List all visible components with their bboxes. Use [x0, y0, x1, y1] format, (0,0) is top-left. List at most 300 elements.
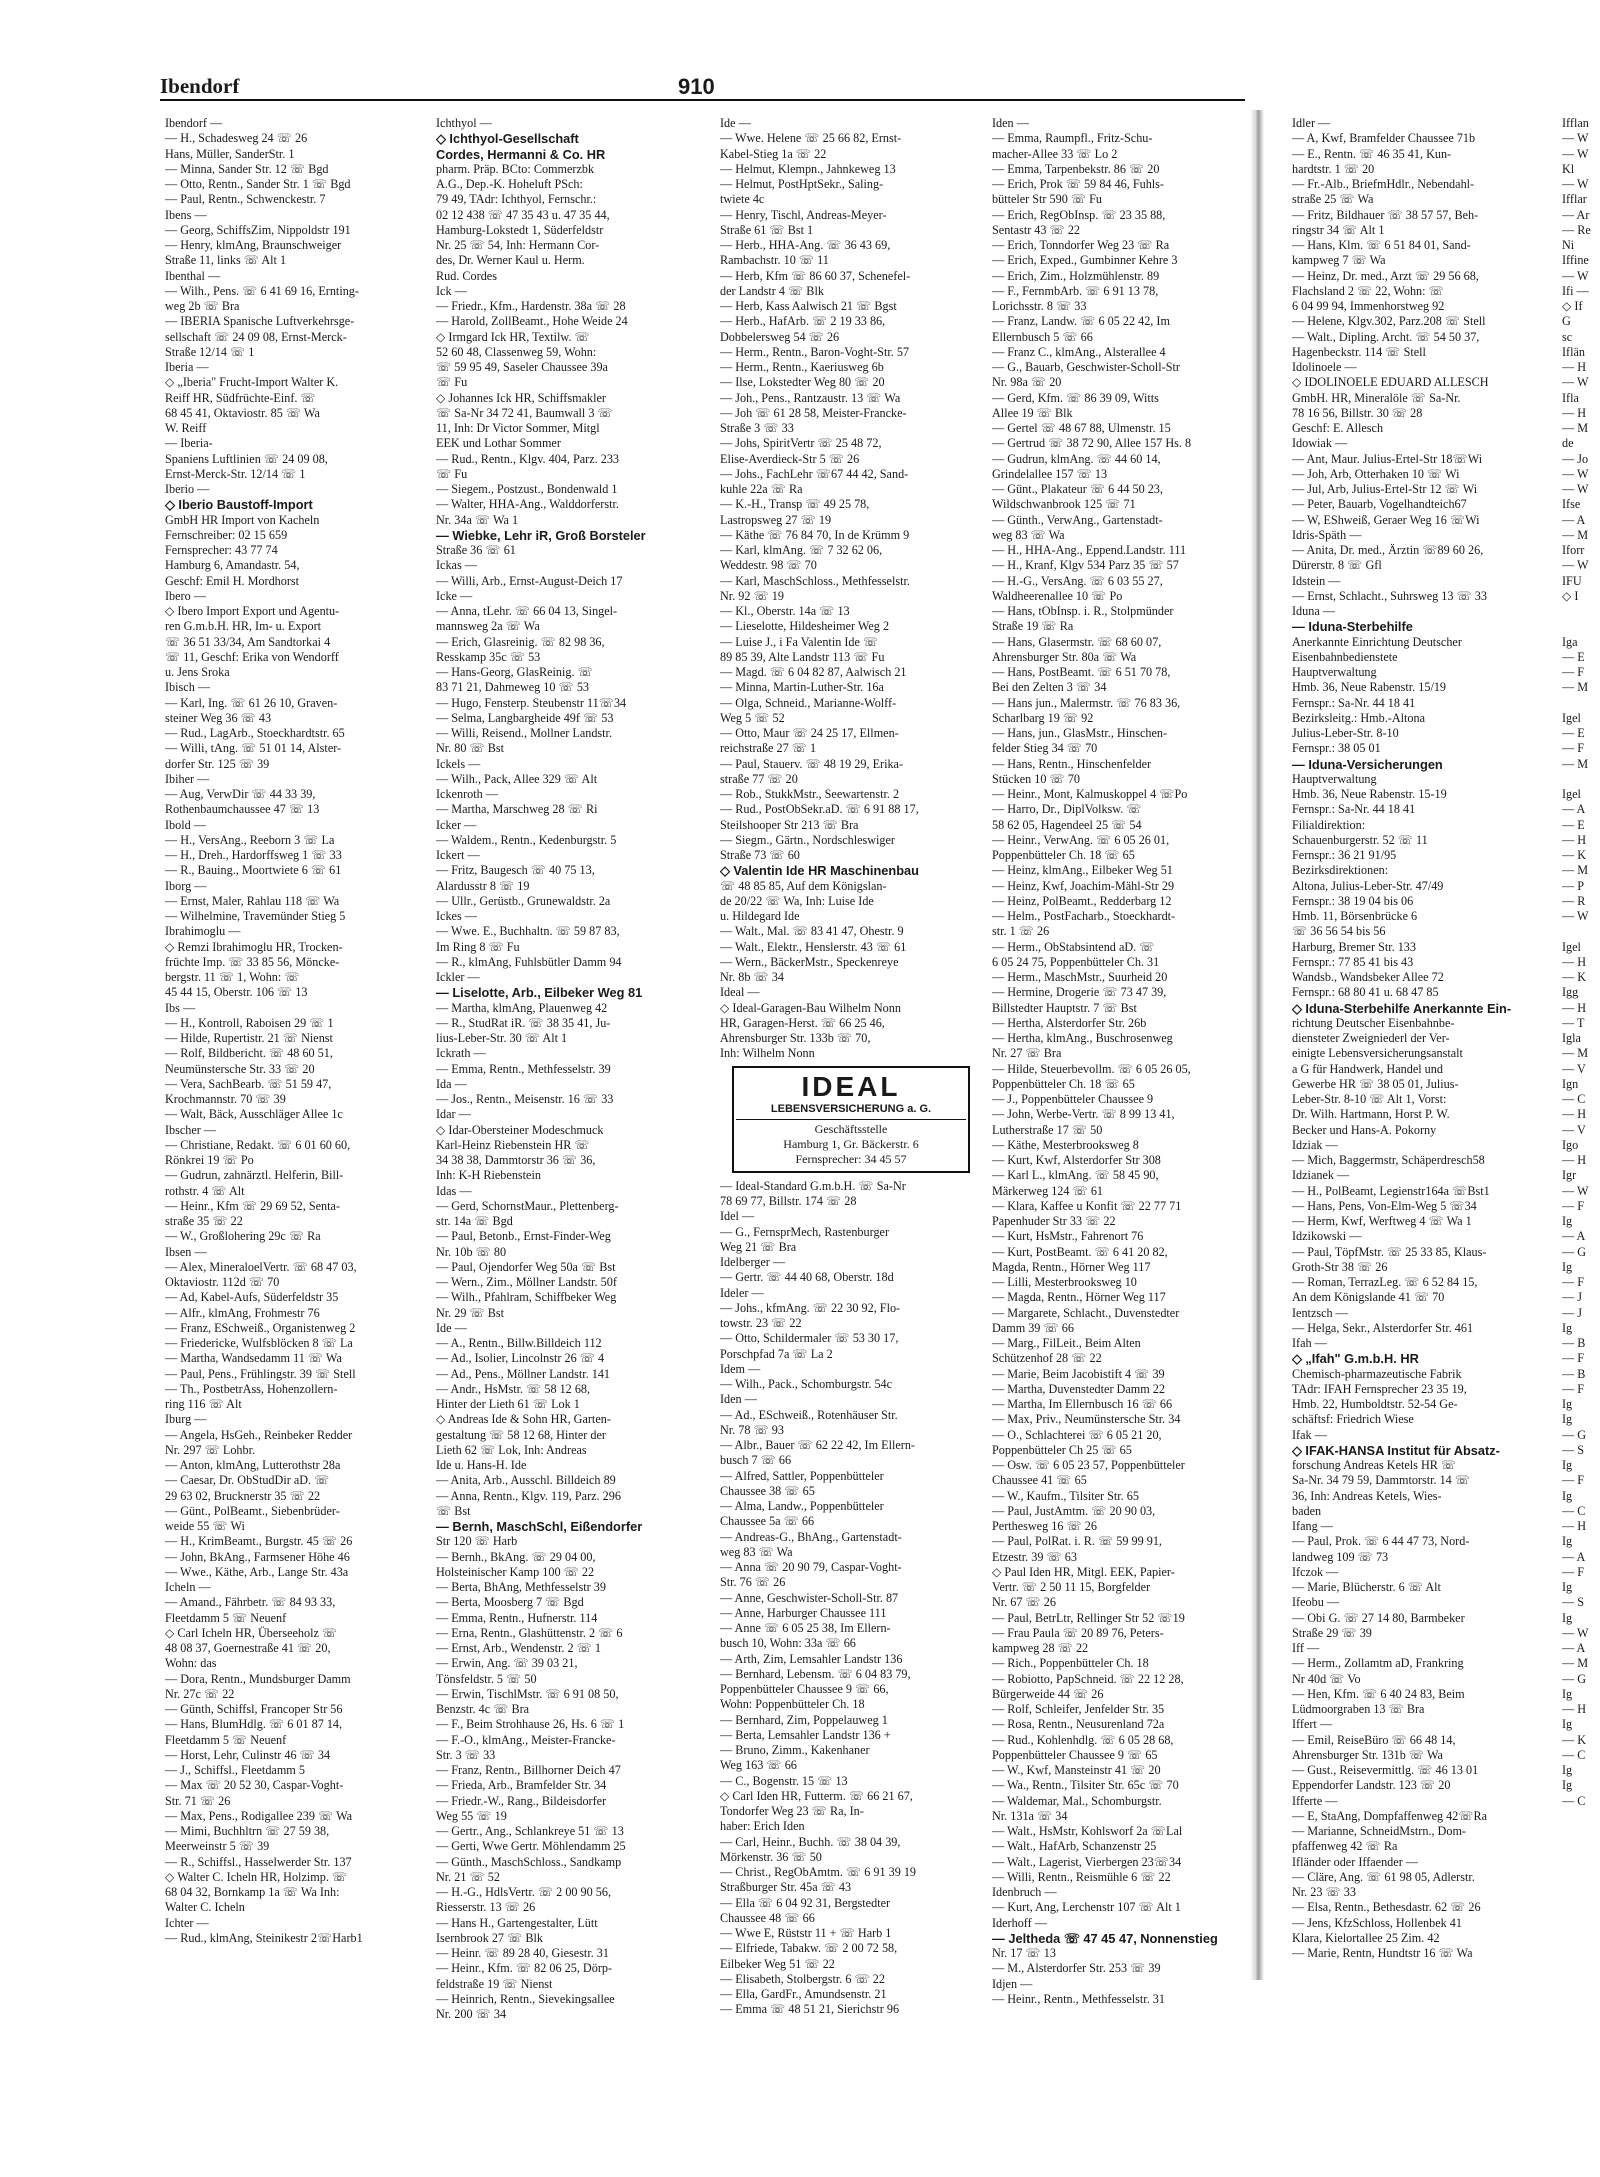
- directory-line: reichstraße 27 ☏ 1: [720, 741, 817, 756]
- directory-line: ◇ Paul Iden HR, Mitgl. EEK, Papier-: [992, 1564, 1175, 1579]
- directory-line: — Karl, Ing. ☏ 61 26 10, Graven-: [165, 695, 338, 710]
- directory-line: Fernspr.: 36 21 91/95: [1292, 848, 1397, 862]
- directory-line: — IBERIA Spanische Luftverkehrsge-: [165, 314, 355, 329]
- ideal-ad-box: [732, 1066, 970, 1173]
- directory-line: — Franz, ESchweiß., Organistenweg 2: [165, 1320, 356, 1335]
- directory-line: ◇ Idar-Obersteiner Modeschmuck: [436, 1122, 604, 1137]
- directory-line: — Ernst, Schlacht., Suhrsweg 13 ☏ 33: [1292, 588, 1487, 603]
- directory-line: Ig: [1562, 1458, 1573, 1472]
- entry-heading: Idstein —: [1292, 573, 1341, 588]
- directory-line: — S: [1562, 1595, 1585, 1610]
- directory-line: — M: [1562, 1656, 1589, 1671]
- directory-line: — Wern., Zim., Möllner Landstr. 50f: [436, 1275, 617, 1289]
- directory-line: Straße 12/14 ☏ 1: [165, 344, 255, 359]
- directory-line: — Joh ☏ 61 28 58, Meister-Francke-: [720, 405, 907, 420]
- directory-line: — O., Schlachterei ☏ 6 05 21 20,: [992, 1427, 1162, 1442]
- directory-line: u. Jens Sroka: [165, 665, 230, 679]
- directory-line: — Roman, TerrazLeg. ☏ 6 52 84 15,: [1292, 1275, 1478, 1289]
- directory-line: — Johs., kfmAng. ☏ 22 30 92, Flo-: [720, 1300, 901, 1315]
- directory-line: ◇ If: [1562, 299, 1583, 313]
- directory-line: Tondorfer Weg 23 ☏ Ra, In-: [720, 1804, 864, 1818]
- directory-line: Schauenburgerstr. 52 ☏ 11: [1292, 832, 1428, 847]
- directory-line: — Walt., Mal. ☏ 83 41 47, Ohestr. 9: [720, 924, 904, 939]
- directory-line: — Otto, Schildermaler ☏ 53 30 17,: [720, 1331, 899, 1346]
- directory-line: ☏ 48 85 85, Auf dem Königslan-: [720, 878, 887, 893]
- directory-line: — Willi, tAng. ☏ 51 01 14, Alster-: [165, 741, 342, 756]
- directory-line: — Herb., HafArb. ☏ 2 19 33 86,: [720, 314, 886, 329]
- directory-line: — H., Schadesweg 24 ☏ 26: [165, 131, 308, 146]
- directory-line: — Helga, Sekr., Alsterdorfer Str. 461: [1292, 1320, 1474, 1335]
- directory-line: Straße 19 ☏ Ra: [992, 619, 1074, 634]
- directory-line: — V: [1562, 1061, 1586, 1076]
- directory-line: Rönkrei 19 ☏ Po: [165, 1153, 254, 1167]
- directory-line: — Christ., RegObAmtm. ☏ 6 91 39 19: [720, 1865, 917, 1879]
- directory-line: — Heinrich, Rentn., Sievekingsallee: [436, 1991, 615, 2006]
- directory-line: Nr. 78 ☏ 93: [720, 1422, 784, 1437]
- directory-line: — Caesar, Dr. ObStudDir aD. ☏: [165, 1473, 330, 1488]
- directory-line: Nr. 200 ☏ 34: [436, 2007, 507, 2021]
- directory-line: Anerkannte Einrichtung Deutscher: [1292, 634, 1462, 649]
- directory-line: Fernspr.: 38 19 04 bis 06: [1292, 893, 1414, 908]
- directory-line: — Minna, Martin-Luther-Str. 16a: [720, 680, 884, 695]
- directory-line: bütteler Str 590 ☏ Fu: [992, 192, 1103, 207]
- directory-line: Reiff HR, Südfrüchte-Einf. ☏: [165, 390, 316, 405]
- entry-heading: Ibrahimoglu —: [165, 924, 241, 939]
- directory-line: — M: [1562, 680, 1589, 695]
- directory-line: — Marie, Blücherstr. 6 ☏ Alt: [1292, 1580, 1441, 1594]
- entry-heading: Ideal —: [720, 985, 760, 1000]
- directory-line: ◇ Carl Icheln HR, Überseeholz ☏: [165, 1625, 338, 1640]
- directory-line: ◇ Ibero Import Export und Agentu-: [165, 604, 340, 618]
- entry-heading: Iburg —: [165, 1412, 207, 1427]
- entry-heading: Ide —: [720, 116, 751, 130]
- directory-line: — Rolf, Bildbericht. ☏ 48 60 51,: [165, 1046, 333, 1061]
- directory-line: Becker und Hans-A. Pokorny: [1292, 1122, 1437, 1137]
- directory-line: Lüdmoorgraben 13 ☏ Bra: [1292, 1702, 1425, 1716]
- directory-line: Oktaviostr. 112d ☏ 70: [165, 1275, 280, 1289]
- directory-line: sellschaft ☏ 24 09 08, Ernst-Merck-: [165, 329, 347, 344]
- directory-line: — B: [1562, 1336, 1586, 1350]
- directory-line: Ig: [1562, 1580, 1573, 1594]
- directory-line: Nr. 27 ☏ Bra: [992, 1046, 1062, 1061]
- entry-heading: Ickert —: [436, 848, 480, 862]
- directory-line: — Willi, Arb., Ernst-August-Deich 17: [436, 573, 623, 588]
- directory-line: — Ad., Isolier, Lincolnstr 26 ☏ 4: [436, 1351, 605, 1366]
- entry-heading: Iduna —: [1292, 604, 1335, 618]
- directory-line: — C., Bogenstr. 15 ☏ 13: [720, 1773, 848, 1788]
- directory-line: Weddestr. 98 ☏ 70: [720, 558, 817, 573]
- directory-line: — Ernst, Maler, Rahlau 118 ☏ Wa: [165, 893, 340, 908]
- directory-line: — Paul, Rentn., Schwenckestr. 7: [165, 192, 326, 207]
- directory-line: forschung Andreas Ketels HR ☏: [1292, 1458, 1457, 1472]
- directory-line: ◇ „Ifah" G.m.b.H. HR: [1292, 1351, 1419, 1367]
- directory-line: — W: [1562, 375, 1589, 390]
- directory-line: — Paul, Stauerv. ☏ 48 19 29, Erika-: [720, 756, 904, 771]
- directory-line: — Hertha, klmAng., Buschrosenweg: [992, 1031, 1173, 1045]
- directory-line: ☏ 36 56 54 bis 56: [1292, 924, 1386, 939]
- directory-line: str. 14a ☏ Bgd: [436, 1214, 513, 1228]
- directory-line: — Karl L., klmAng. ☏ 58 45 90,: [992, 1168, 1159, 1183]
- directory-line: Groth-Str 38 ☏ 26: [1292, 1259, 1388, 1274]
- entry-heading: Idowiak —: [1292, 436, 1348, 451]
- directory-line: — Hans-Georg, GlasReinig. ☏: [436, 665, 593, 679]
- directory-line: — Paul, Betonb., Ernst-Finder-Weg: [436, 1229, 611, 1244]
- entry-heading: Iff —: [1292, 1641, 1320, 1655]
- directory-line: — Johs., FachLehr ☏67 44 42, Sand-: [720, 466, 909, 481]
- entry-heading: Ibsen —: [165, 1244, 207, 1259]
- directory-line: G: [1562, 314, 1571, 329]
- directory-line: — Waldemar, Mal., Schomburgstr.: [992, 1793, 1162, 1808]
- directory-line: mannsweg 2a ☏ Wa: [436, 619, 540, 634]
- directory-line: — W, EShweiß, Geraer Weg 16 ☏Wi: [1292, 512, 1480, 527]
- directory-line: — Rud., Rentn., Klgv. 404, Parz. 233: [436, 451, 620, 466]
- directory-line: — Paul, PolRat. i. R. ☏ 59 99 91,: [992, 1534, 1162, 1549]
- directory-line: Ellernbusch 5 ☏ 66: [992, 329, 1093, 344]
- directory-line: [1562, 604, 1600, 619]
- directory-line: — Amand., Fährbetr. ☏ 84 93 33,: [165, 1595, 336, 1610]
- directory-line: — P: [1562, 878, 1585, 893]
- entry-heading: Idar —: [436, 1107, 471, 1122]
- directory-line: — Lilli, Mesterbrooksweg 10: [992, 1275, 1137, 1289]
- directory-line: — Kurt, PostBeamt. ☏ 6 41 20 82,: [992, 1244, 1168, 1259]
- directory-line: — Ernst, Arb., Wendenstr. 2 ☏ 1: [436, 1641, 602, 1655]
- entry-heading: Ibens —: [165, 207, 207, 222]
- directory-line: GmbH. HR, Mineralöle ☏ Sa-Nr.: [1292, 390, 1461, 405]
- directory-line: Hamburg-Lokstedt 1, Süderfeldstr: [436, 222, 604, 237]
- directory-line: ◇ Remzi Ibrahimoglu HR, Trocken-: [165, 939, 343, 954]
- directory-line: ☏ Bst: [436, 1503, 471, 1518]
- directory-line: — F: [1562, 1564, 1585, 1579]
- entry-heading: Idzikowski —: [1292, 1229, 1362, 1244]
- directory-line: — Peter, Bauarb, Vogelhandteich67: [1292, 497, 1467, 512]
- directory-line: Billstedter Hauptstr. 7 ☏ Bst: [992, 1000, 1137, 1015]
- directory-line: Hmb. 22, Humboldtstr. 52-54 Ge-: [1292, 1397, 1458, 1411]
- directory-line: Poppenbütteler Ch. 18 ☏ 65: [992, 848, 1135, 862]
- directory-line: — Alfred, Sattler, Poppenbütteler: [720, 1468, 884, 1483]
- directory-line: de 20/22 ☏ Wa, Inh: Luise Ide: [720, 893, 874, 908]
- directory-line: Ifse: [1562, 497, 1581, 512]
- directory-line: Flachsland 2 ☏ 22, Wohn: ☏: [1292, 283, 1444, 298]
- directory-line: ◇ Ichthyol-Gesellschaft: [436, 131, 579, 147]
- directory-line: Ifflar: [1562, 192, 1587, 207]
- directory-line: — Hans, Glasermstr. ☏ 68 60 07,: [992, 634, 1162, 649]
- ad-subtitle: LEBENSVERSICHERUNG a. G.: [736, 1102, 966, 1120]
- directory-line: Dobbelersweg 54 ☏ 26: [720, 329, 840, 344]
- directory-line: Straße 61 ☏ Bst 1: [720, 222, 814, 237]
- directory-line: [1562, 696, 1600, 711]
- directory-line: rothstr. 4 ☏ Alt: [165, 1183, 245, 1198]
- directory-line: — Hen, Kfm. ☏ 6 40 24 83, Beim: [1292, 1686, 1465, 1701]
- directory-line: GmbH HR Import von Kacheln: [165, 512, 320, 527]
- directory-line: Str. 76 ☏ 26: [720, 1575, 786, 1590]
- directory-line: Ig: [1562, 1763, 1573, 1777]
- directory-line: 68 45 41, Oktaviostr. 85 ☏ Wa: [165, 405, 320, 420]
- directory-line: Str. 3 ☏ 33: [436, 1747, 496, 1762]
- directory-line: — Bernhard, Lebensm. ☏ 6 04 83 79,: [720, 1666, 911, 1681]
- directory-line: — Erich, Prok ☏ 59 84 46, Fuhls-: [992, 177, 1164, 191]
- directory-line: feldstraße 19 ☏ Nienst: [436, 1976, 553, 1991]
- directory-line: Iffine: [1562, 253, 1589, 268]
- directory-line: — Hugo, Fensterp. Steubenstr 11☏34: [436, 695, 627, 710]
- directory-line: Ig: [1562, 1778, 1573, 1793]
- directory-line: — Osw. ☏ 6 05 23 57, Poppenbütteler: [992, 1458, 1185, 1472]
- directory-line: — W: [1562, 482, 1589, 496]
- directory-line: — Henry, klmAng, Braunschweiger: [165, 238, 342, 252]
- page-number: 910: [678, 74, 715, 99]
- directory-line: — Günt., Plakateur ☏ 6 44 50 23,: [992, 482, 1163, 496]
- directory-line: — Margarete, Schlacht., Duvenstedter: [992, 1305, 1180, 1320]
- directory-line: Ifla: [1562, 390, 1579, 405]
- directory-line: — Emma, Rentn., Hufnerstr. 114: [436, 1610, 598, 1625]
- directory-line: — F., FernmbArb. ☏ 6 91 13 78,: [992, 283, 1159, 298]
- directory-line: — Wilh., Pfahlram, Schiffbeker Weg: [436, 1290, 617, 1305]
- directory-line: — C: [1562, 1092, 1586, 1106]
- directory-line: ◇ IDOLINOELE EDUARD ALLESCH: [1292, 375, 1489, 390]
- header-rule: [160, 99, 1245, 101]
- directory-line: — G., Bauarb, Geschwister-Scholl-Str: [992, 360, 1180, 374]
- directory-line: — B: [1562, 1366, 1586, 1381]
- directory-line: — J., Schiffsl., Fleetdamm 5: [165, 1763, 305, 1777]
- directory-line: Nr. 23 ☏ 33: [1292, 1885, 1356, 1899]
- directory-line: ◇ „Iberia" Frucht-Import Walter K.: [165, 375, 339, 390]
- directory-line: — Anita, Dr. med., Ärztin ☏89 60 26,: [1292, 543, 1484, 557]
- directory-line: lius-Leber-Str. 30 ☏ Alt 1: [436, 1031, 568, 1045]
- directory-line: — Karl, klmAng. ☏ 7 32 62 06,: [720, 543, 883, 557]
- directory-line: — W: [1562, 1625, 1589, 1640]
- directory-line: Chaussee 5a ☏ 66: [720, 1514, 815, 1529]
- directory-line: Hagenbeckstr. 114 ☏ Stell: [1292, 344, 1426, 359]
- directory-line: Chaussee 38 ☏ 65: [720, 1483, 815, 1498]
- directory-line: ◇ Iduna-Sterbehilfe Anerkannte Ein-: [1292, 1000, 1512, 1016]
- directory-line: Im Ring 8 ☏ Fu: [436, 939, 520, 954]
- directory-line: Ig: [1562, 1397, 1573, 1411]
- directory-line: Straßburger Str. 45a ☏ 43: [720, 1880, 852, 1895]
- directory-line: Igel: [1562, 939, 1581, 954]
- directory-line: — Magd. ☏ 6 04 82 87, Aalwisch 21: [720, 665, 907, 679]
- directory-line: — Johs, SpiritVertr ☏ 25 48 72,: [720, 436, 882, 451]
- directory-line: — Franz, Landw. ☏ 6 05 22 42, Im: [992, 314, 1170, 329]
- directory-line: landweg 109 ☏ 73: [1292, 1549, 1389, 1564]
- directory-line: ◇ Carl Iden HR, Futterm. ☏ 66 21 67,: [720, 1788, 913, 1803]
- directory-line: Chaussee 48 ☏ 66: [720, 1910, 815, 1925]
- directory-line: ☏ 36 51 33/34, Am Sandtorkai 4: [165, 634, 331, 649]
- directory-line: — John, BkAng., Farmsener Höhe 46: [165, 1549, 350, 1564]
- directory-line: — Willi, Reisend., Mollner Landstr.: [436, 726, 612, 740]
- directory-line: — Rob., StukkMstr., Seewartenstr. 2: [720, 787, 900, 801]
- directory-line: — Günth., MaschSchloss., Sandkamp: [436, 1854, 622, 1869]
- directory-line: — Käthe, Mesterbrooksweg 8: [992, 1137, 1139, 1152]
- directory-line: — Alex, MineraloelVertr. ☏ 68 47 03,: [165, 1259, 357, 1274]
- directory-line: — Wilh., Pens. ☏ 6 41 69 16, Ernting-: [165, 283, 359, 298]
- directory-line: — Ad., Pens., Möllner Landstr. 141: [436, 1366, 611, 1381]
- directory-line: — R: [1562, 893, 1586, 908]
- directory-line: — Rich., Poppenbütteler Ch. 18: [992, 1656, 1149, 1671]
- directory-line: Fernschreiber: 02 15 659: [165, 527, 288, 542]
- directory-line: Ide u. Hans-H. Ide: [436, 1458, 527, 1472]
- directory-line: — Jos., Rentn., Meisenstr. 16 ☏ 33: [436, 1092, 614, 1106]
- directory-line: Nr. 92 ☏ 19: [720, 588, 784, 603]
- directory-line: — Anna, tLehr. ☏ 66 04 13, Singel-: [436, 604, 618, 618]
- directory-line: — Heinr., VerwAng. ☏ 6 05 26 01,: [992, 832, 1170, 847]
- directory-line: — Angela, HsGeh., Reinbeker Redder: [165, 1427, 353, 1442]
- column-4: [992, 116, 1240, 2007]
- directory-line: — W: [1562, 909, 1589, 923]
- directory-line: — Erwin, Ang. ☏ 39 03 21,: [436, 1656, 578, 1671]
- directory-line: — Gertrud ☏ 38 72 90, Allee 157 Hs. 8: [992, 436, 1192, 451]
- directory-line: ◇ Walter C. Icheln HR, Holzimp. ☏: [165, 1869, 348, 1884]
- directory-line: — Henry, Tischl, Andreas-Meyer-: [720, 207, 887, 222]
- directory-line: Ig: [1562, 1259, 1573, 1274]
- directory-line: Hauptverwaltung: [1292, 665, 1377, 679]
- directory-line: Benzstr. 4c ☏ Bra: [436, 1702, 530, 1716]
- entry-heading: Ickler —: [436, 970, 480, 984]
- directory-line: — Joh, Arb, Otterhaken 10 ☏ Wi: [1292, 466, 1460, 481]
- entry-heading: Ibs —: [165, 1000, 196, 1015]
- directory-line: — Re: [1562, 222, 1591, 237]
- directory-line: — C: [1562, 1793, 1586, 1808]
- directory-line: Bezirksdirektionen:: [1292, 863, 1389, 878]
- directory-line: — M: [1562, 527, 1589, 542]
- directory-line: — Anna ☏ 20 90 79, Caspar-Voght-: [720, 1560, 902, 1574]
- directory-line: — Th., PostbetrAss, Hohenzollern-: [165, 1381, 338, 1396]
- directory-line: 6 04 99 94, Immenhorstweg 92: [1292, 299, 1445, 313]
- directory-line: — H: [1562, 1153, 1587, 1167]
- directory-line: Weg 5 ☏ 52: [720, 710, 785, 725]
- directory-line: Nr. 98a ☏ 20: [992, 375, 1062, 390]
- directory-line: — T: [1562, 1015, 1585, 1030]
- directory-line: Nr. 17 ☏ 13: [992, 1946, 1056, 1960]
- directory-line: — R., klmAng, Fuhlsbütler Damm 94: [436, 954, 622, 969]
- directory-line: — Gerti, Wwe Gertr. Möhlendamm 25: [436, 1839, 626, 1854]
- directory-line: — Erna, Rentn., Glashüttenstr. 2 ☏ 6: [436, 1625, 623, 1640]
- directory-line: Krochmannstr. 70 ☏ 39: [165, 1092, 286, 1106]
- directory-line: — F: [1562, 1381, 1585, 1396]
- directory-line: Cordes, Hermanni & Co. HR: [436, 146, 606, 162]
- directory-line: Nr. 10b ☏ 80: [436, 1244, 507, 1259]
- directory-line: Schützenhof 28 ☏ 22: [992, 1351, 1102, 1366]
- directory-line: — Ella ☏ 6 04 92 31, Bergstedter: [720, 1895, 891, 1910]
- directory-line: — Martha, klmAng, Plauenweg 42: [436, 1000, 608, 1015]
- directory-line: — G: [1562, 1671, 1587, 1686]
- directory-line: Magda, Rentn., Hörner Weg 117: [992, 1259, 1151, 1274]
- directory-line: Ig: [1562, 1320, 1573, 1335]
- entry-heading: Ibero —: [165, 588, 206, 603]
- directory-line: Allee 19 ☏ Blk: [992, 405, 1073, 420]
- directory-line: — Heinz, Kwf, Joachim-Mähl-Str 29: [992, 878, 1175, 893]
- entry-heading: Ibscher —: [165, 1122, 217, 1137]
- directory-line: — Paul, Pens., Frühlingstr. 39 ☏ Stell: [165, 1366, 356, 1381]
- directory-line: Sentastr 43 ☏ 22: [992, 222, 1081, 237]
- entry-heading: Idris-Späth —: [1292, 527, 1362, 542]
- directory-line: Ig: [1562, 1717, 1573, 1732]
- directory-line: Fleetdamm 5 ☏ Neuenf: [165, 1610, 287, 1625]
- directory-line: — Heinz, Dr. med., Arzt ☏ 29 56 68,: [1292, 268, 1479, 283]
- directory-line: Waldheerenallee 10 ☏ Po: [992, 588, 1123, 603]
- directory-line: — Vera, SachBearb. ☏ 51 59 47,: [165, 1076, 332, 1091]
- directory-line: Kl: [1562, 161, 1575, 176]
- directory-line: — W: [1562, 268, 1589, 283]
- entry-heading: Icheln —: [165, 1580, 211, 1594]
- directory-line: — Martha, Wandsedamm 11 ☏ Wa: [165, 1351, 342, 1366]
- directory-line: — Siegm., Gärtn., Nordschleswiger: [720, 832, 895, 847]
- directory-line: 34 38 38, Dammtorstr 36 ☏ 36,: [436, 1153, 596, 1167]
- directory-line: — Harold, ZollBeamt., Hohe Weide 24: [436, 314, 628, 329]
- directory-line: — Wa., Rentn., Tilsiter Str. 65c ☏ 70: [992, 1778, 1179, 1793]
- directory-line: — Gudrun, klmAng. ☏ 44 60 14,: [992, 451, 1161, 466]
- directory-line: — Wilh., Pack, Allee 329 ☏ Alt: [436, 771, 598, 786]
- directory-line: — Paul, Prok. ☏ 6 44 47 73, Nord-: [1292, 1534, 1470, 1549]
- directory-line: schäftsf: Friedrich Wiese: [1292, 1412, 1414, 1427]
- directory-line: — F., Beim Strohhause 26, Hs. 6 ☏ 1: [436, 1717, 625, 1732]
- directory-line: — M: [1562, 1046, 1589, 1061]
- directory-line: 02 12 438 ☏ 47 35 43 u. 47 35 44,: [436, 207, 610, 222]
- directory-line: ringstr 34 ☏ Alt 1: [1292, 222, 1385, 237]
- directory-line: Riesserstr. 13 ☏ 26: [436, 1900, 536, 1915]
- directory-line: — Helmut, PostHptSekr., Saling-: [720, 177, 884, 191]
- directory-line: ◇ IFAK-HANSA Institut für Absatz-: [1292, 1442, 1500, 1458]
- directory-line: — Gerd, SchornstMaur., Plettenberg-: [436, 1198, 619, 1213]
- directory-line: früchte Imp. ☏ 33 85 56, Möncke-: [165, 954, 340, 969]
- directory-line: — Helene, Klgv.302, Parz.208 ☏ Stell: [1292, 314, 1486, 329]
- directory-line: u. Hildegard Ide: [720, 909, 800, 923]
- directory-line: — Marie, Beim Jacobistift 4 ☏ 39: [992, 1366, 1165, 1381]
- directory-line: — Wiebke, Lehr iR, Groß Borsteler: [436, 527, 646, 543]
- directory-line: — W: [1562, 1183, 1589, 1198]
- directory-line: 89 85 39, Alte Landstr 113 ☏ Fu: [720, 649, 885, 664]
- entry-heading: Ifferte —: [1292, 1793, 1338, 1808]
- directory-line: ☏ Fu: [436, 375, 468, 390]
- directory-line: Iga: [1562, 634, 1578, 649]
- directory-line: weide 55 ☏ Wi: [165, 1519, 245, 1533]
- directory-line: Lutherstraße 17 ☏ 50: [992, 1122, 1103, 1137]
- directory-line: Straße 11, links ☏ Alt 1: [165, 253, 287, 268]
- directory-line: — F: [1562, 1351, 1585, 1366]
- directory-line: Neumünstersche Str. 33 ☏ 20: [165, 1061, 315, 1076]
- directory-line: — Arth, Zim, Lemsahler Landstr 136: [720, 1651, 903, 1666]
- directory-line: — G: [1562, 1244, 1587, 1259]
- directory-line: — J: [1562, 1305, 1582, 1320]
- directory-line: — K: [1562, 848, 1587, 862]
- directory-line: — A: [1562, 802, 1586, 817]
- directory-line: — Hertha, Alsterdorfer Str. 26b: [992, 1015, 1147, 1030]
- directory-line: Straße 29 ☏ 39: [1292, 1625, 1372, 1640]
- directory-line: straße 25 ☏ Wa: [1292, 192, 1374, 207]
- directory-line: Wohn: das: [165, 1656, 217, 1671]
- entry-heading: Idenbruch —: [992, 1885, 1057, 1899]
- directory-line: — Paul, TöpfMstr. ☏ 25 33 85, Klaus-: [1292, 1244, 1487, 1259]
- entry-heading: Idzianek —: [1292, 1168, 1350, 1183]
- ad-line: Hamburg 1, Gr. Bäckerstr. 6: [783, 1136, 919, 1151]
- directory-line: Ig: [1562, 1214, 1573, 1228]
- entry-heading: Ifeobu —: [1292, 1595, 1340, 1610]
- directory-line: — Hans, BlumHdlg. ☏ 6 01 87 14,: [165, 1717, 343, 1732]
- directory-line: Inh: Wilhelm Nonn: [720, 1046, 815, 1061]
- directory-line: — F: [1562, 665, 1585, 679]
- directory-line: — Rolf, Schleifer, Jenfelder Str. 35: [992, 1702, 1165, 1716]
- entry-heading: Ideler —: [720, 1285, 764, 1300]
- directory-line: — Wwe E, Rüststr 11 + ☏ Harb 1: [720, 1926, 892, 1940]
- directory-line: — Anna, Rentn., Klgv. 119, Parz. 296: [436, 1488, 621, 1503]
- directory-line: — Elfriede, Tabakw. ☏ 2 00 72 58,: [720, 1941, 898, 1956]
- directory-line: — Hans jun., Malermstr. ☏ 76 83 36,: [992, 695, 1181, 710]
- directory-line: — K: [1562, 970, 1587, 984]
- directory-line: Ni: [1562, 238, 1575, 252]
- directory-line: — H., Dreh., Hardorffsweg 1 ☏ 33: [165, 848, 342, 862]
- directory-line: ◇ Irmgard Ick HR, Textilw. ☏: [436, 329, 590, 344]
- directory-line: — J., Poppenbütteler Chaussee 9: [992, 1092, 1154, 1106]
- directory-line: Nr. 29 ☏ Bst: [436, 1305, 505, 1320]
- book-gutter: [1250, 110, 1264, 1980]
